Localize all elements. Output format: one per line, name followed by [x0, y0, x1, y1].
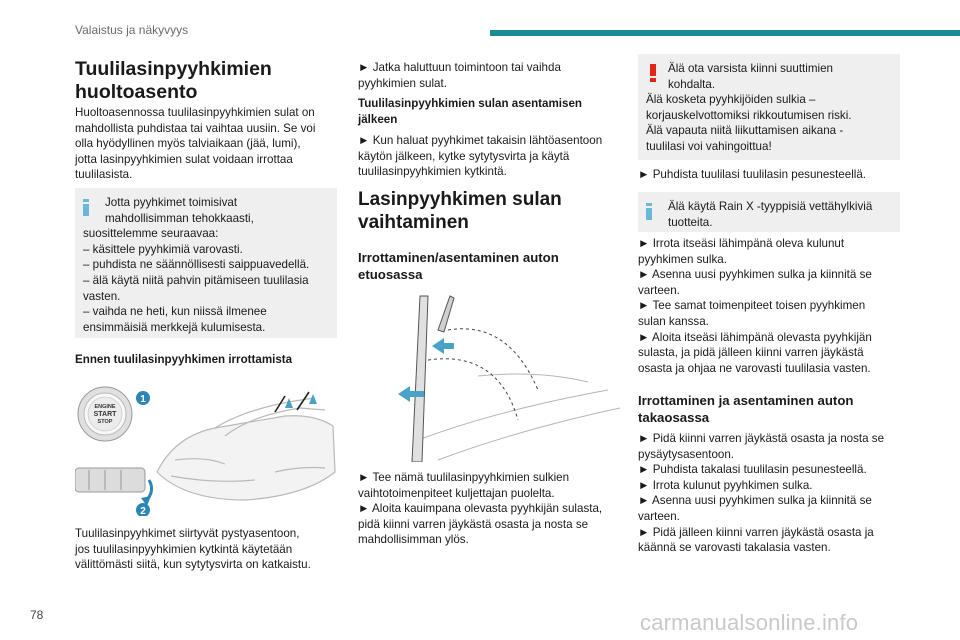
raised-wiper-arm	[412, 296, 454, 462]
header-accent-bar	[490, 30, 960, 36]
step-clean-windshield: ► Puhdista tuulilasi tuulilasin pesunesteellä.	[638, 168, 867, 181]
callout-2-label: 2	[140, 506, 146, 516]
upward-arrows-icon	[285, 394, 317, 408]
step-continue: ► Jatka haluttuun toimintoon tai vaihda pyyhkimien sulat.	[358, 61, 561, 90]
info-note-box: Jotta pyyhkimet toimisivat mahdollisimman tehokkaasti, suosittelemme seuraavaa: – käsittele pyyhkimiä varovasti. – puhdista ne säännöllisesti saippuavedellä. – älä käytä niitä pahvin pitämiseen tuulilasia vasten. – vaihda ne heti, kun niissä ilmenee ensimmäisiä merkkejä kulumisesta.	[75, 188, 337, 338]
subheading-before-removal: Ennen tuulilasinpyyhkimen irrottamista	[75, 353, 293, 366]
front-replace-steps: ► Irrota itseäsi lähimpänä oleva kulunut pyyhkimen sulka. ► Asenna uusi pyyhkimen sulka ja kiinnitä se varteen. ► Tee samat toimenpiteet toisen pyyhkimen sulan kanssa. ► Aloita itseäsi lähimpänä olevasta pyyhkijän sulasta, ja pidä jälleen kiinni varren jäykästä osasta ja ohjaa ne varovasti tuulilasia vasten.	[638, 237, 872, 375]
wiper-control-illustration	[75, 376, 337, 516]
info-icon	[83, 199, 89, 215]
car-front-drawing	[157, 398, 335, 500]
section-header: Valaistus ja näkyvyys	[75, 23, 189, 37]
warning-icon	[650, 64, 656, 82]
section-heading-blade-change: Lasinpyyhkimen sulan vaihtaminen	[358, 189, 562, 233]
step-return-wipers: ► Kun haluat pyyhkimet takaisin lähtöasentoon käytön jälkeen, kytke sytytysvirta ja käytä tuulilasinpyyhkimien kytkintä.	[358, 134, 603, 179]
wiper-stalk	[75, 468, 145, 492]
subheading-after-install: Tuulilasinpyyhkimien sulan asentamisen jälkeen	[358, 97, 583, 126]
button-label-start: START	[93, 411, 117, 418]
info-note-box-2: Älä käytä Rain X -tyyppisiä vettähylkiviä tuotteita.	[638, 192, 900, 232]
rear-steps: ► Pidä kiinni varren jäykästä osasta ja nosta se pysäytysasentoon. ► Puhdista takalasi tuulilasin pesunesteellä. ► Irrota kulunut pyyhkimen sulka. ► Asenna uusi pyyhkimen sulka ja kiinnitä se varteen. ► Pidä jälleen kiinni varren jäykästä osasta ja käännä se varovasti takalasia vasten.	[638, 432, 885, 555]
callout-1-label: 1	[140, 394, 146, 405]
windshield-outline	[418, 374, 620, 460]
front-steps: ► Tee nämä tuulilasinpyyhkimien sulkien vaihtotoimenpiteet kuljettajan puolelta. ► Aloita kauimpana olevasta pyyhkijän sulasta, pidä kiinni varren jäykästä osasta ja nosta se mahdollisimman ylös.	[358, 471, 603, 547]
button-label-stop: STOP	[97, 419, 113, 425]
warning-box: Älä ota varsista kiinni suuttimien kohdalta. Älä kosketa pyyhkijöiden sulkia – korjauskelvottomiksi rikkoutumisen riski. Älä vapauta niitä liikuttamisen aikana - tuulilasi voi vahingoittua!	[638, 54, 900, 160]
intro-paragraph: Huoltoasennossa tuulilasinpyyhkimien sulat on mahdollista puhdistaa tai vaihtaa uusiin. Se voi olla hyödyllinen myös talviaikaan (jää, lumi), jotta lasinpyyhkimien sulat voidaan irrottaa tuulilasista.	[75, 106, 316, 182]
illustration-caption: Tuulilasinpyyhkimet siirtyvät pystyasentoon, jos tuulilasinpyyhkimien kytkintä käytetään välittömästi siitä, kun sytytysvirta on katkaistu.	[75, 527, 311, 572]
page-number: 78	[30, 608, 44, 622]
info-icon	[646, 203, 652, 219]
subheading-front: Irrottaminen/asentaminen auton etuosassa	[358, 250, 559, 282]
subheading-rear: Irrottaminen ja asentaminen auton takaosassa	[638, 393, 854, 425]
watermark: carmanualsonline.info	[640, 610, 859, 635]
page-title: Tuulilasinpyyhkimien huoltoasento	[75, 58, 272, 103]
button-label-engine: ENGINE	[94, 404, 116, 410]
blade-removal-illustration	[358, 290, 620, 462]
